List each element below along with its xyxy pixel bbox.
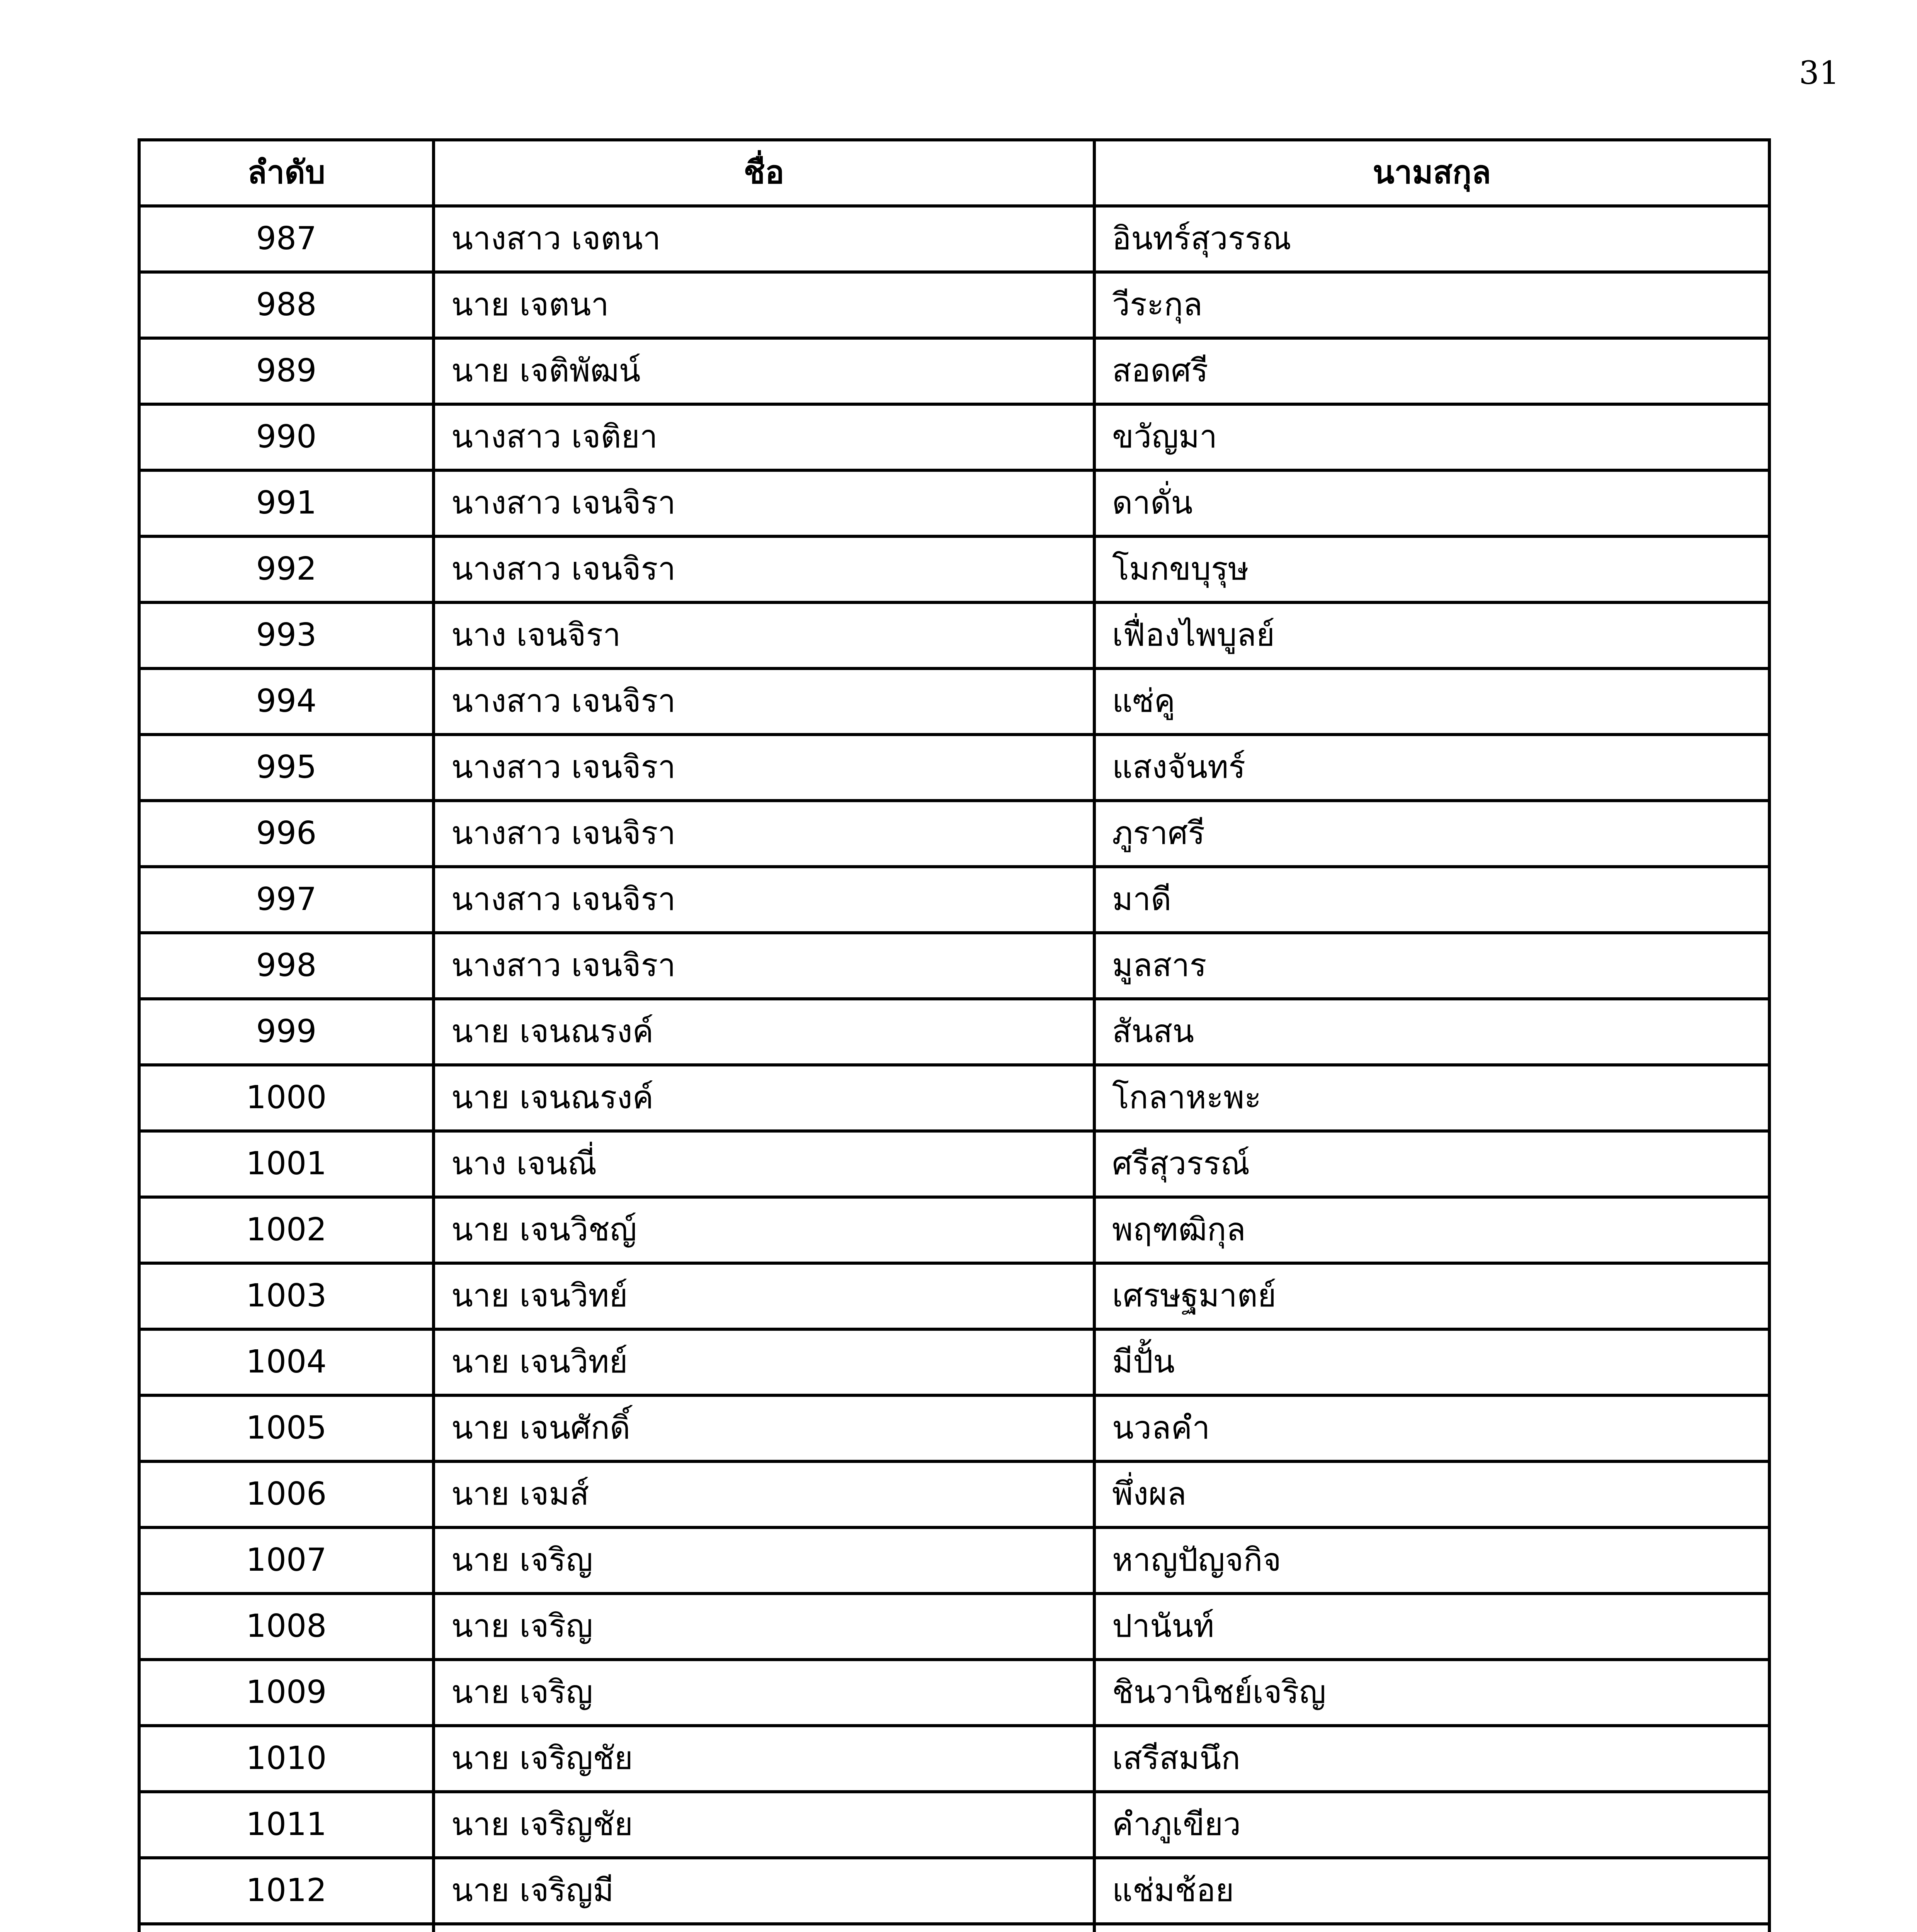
cell-surname: แช่มช้อย <box>1094 1858 1769 1924</box>
cell-order: 993 <box>139 602 434 668</box>
header-order: ลำดับ <box>139 140 434 206</box>
cell-order: 1001 <box>139 1131 434 1197</box>
cell-name: นาย เจติพัฒน์ <box>434 338 1094 404</box>
table-row <box>139 1660 1769 1726</box>
cell-name: นาง เจนณี่ <box>434 1131 1094 1197</box>
cell-surname: สันสน <box>1094 999 1769 1065</box>
cell-surname: อินทร์สุวรรณ <box>1094 206 1769 272</box>
table-row <box>139 272 1769 338</box>
cell-surname: แซ่คู <box>1094 668 1769 735</box>
header-name: ชื่อ <box>434 140 1094 206</box>
cell-order: 989 <box>139 338 434 404</box>
table-row <box>139 1395 1769 1461</box>
cell-order: 994 <box>139 668 434 735</box>
table-row <box>139 1792 1769 1858</box>
cell-surname: ขวัญมา <box>1094 404 1769 470</box>
cell-order: 997 <box>139 867 434 933</box>
cell-order: 1012 <box>139 1858 434 1924</box>
cell-name: นางสาว เจนจิรา <box>434 801 1094 867</box>
cell-surname: นวลคำ <box>1094 1395 1769 1461</box>
cell-name: นาย เจริญ <box>434 1660 1094 1726</box>
cell-name: นาย เจมส์ <box>434 1461 1094 1527</box>
cell-name: นาย เจริญชัย <box>434 1792 1094 1858</box>
cell-order: 1005 <box>139 1395 434 1461</box>
table-row <box>139 1263 1769 1329</box>
cell-surname: เฟื่องไพบูลย์ <box>1094 602 1769 668</box>
cell-order <box>139 1924 434 1932</box>
table-row <box>139 536 1769 602</box>
table-row <box>139 602 1769 668</box>
cell-surname: โมกขบุรุษ <box>1094 536 1769 602</box>
cell-order: 1003 <box>139 1263 434 1329</box>
cell-name: นางสาว เจนจิรา <box>434 933 1094 999</box>
table-row <box>139 999 1769 1065</box>
cell-order: 998 <box>139 933 434 999</box>
cell-name: นาย เจนณรงค์ <box>434 1065 1094 1131</box>
cell-name: นาย เจตนา <box>434 272 1094 338</box>
table-row <box>139 1726 1769 1792</box>
cell-order: 1009 <box>139 1660 434 1726</box>
cell-name <box>434 1924 1094 1932</box>
table-row <box>139 1924 1769 1932</box>
cell-surname: ภูราศรี <box>1094 801 1769 867</box>
table-row <box>139 1527 1769 1594</box>
cell-order: 1011 <box>139 1792 434 1858</box>
cell-name: นาย เจริญชัย <box>434 1726 1094 1792</box>
cell-name: นาย เจนณรงค์ <box>434 999 1094 1065</box>
cell-name: นางสาว เจนจิรา <box>434 735 1094 801</box>
cell-order: 987 <box>139 206 434 272</box>
table-row <box>139 1329 1769 1395</box>
cell-surname: มาดี <box>1094 867 1769 933</box>
cell-name: นางสาว เจนจิรา <box>434 867 1094 933</box>
cell-order: 991 <box>139 470 434 536</box>
roster-table <box>138 138 1771 1932</box>
table-row <box>139 338 1769 404</box>
header-surname: นามสกุล <box>1094 140 1769 206</box>
cell-surname: เศรษฐมาตย์ <box>1094 1263 1769 1329</box>
cell-surname: ชินวานิชย์เจริญ <box>1094 1660 1769 1726</box>
cell-name: นาง เจนจิรา <box>434 602 1094 668</box>
cell-name: นาย เจนวิชญ์ <box>434 1197 1094 1263</box>
cell-surname: คำภูเขียว <box>1094 1792 1769 1858</box>
cell-order: 1004 <box>139 1329 434 1395</box>
cell-name: นาย เจริญมี <box>434 1858 1094 1924</box>
table-body <box>139 206 1769 1932</box>
cell-surname: พึ่งผล <box>1094 1461 1769 1527</box>
cell-surname: แสงจันทร์ <box>1094 735 1769 801</box>
cell-surname: มูลสาร <box>1094 933 1769 999</box>
cell-order: 1007 <box>139 1527 434 1594</box>
table-row <box>139 1461 1769 1527</box>
cell-order: 1000 <box>139 1065 434 1131</box>
table-row <box>139 933 1769 999</box>
cell-order: 1008 <box>139 1594 434 1660</box>
cell-order: 990 <box>139 404 434 470</box>
cell-order: 992 <box>139 536 434 602</box>
cell-name: นางสาว เจนจิรา <box>434 668 1094 735</box>
table-row <box>139 404 1769 470</box>
cell-surname: มีปั้น <box>1094 1329 1769 1395</box>
table-row <box>139 735 1769 801</box>
cell-name: นางสาว เจติยา <box>434 404 1094 470</box>
table-row <box>139 1131 1769 1197</box>
cell-surname: สอดศรี <box>1094 338 1769 404</box>
table-row <box>139 867 1769 933</box>
cell-surname: โกลาหะพะ <box>1094 1065 1769 1131</box>
cell-name: นาย เจริญ <box>434 1527 1094 1594</box>
cell-surname: พฤฑฒิกุล <box>1094 1197 1769 1263</box>
cell-name: นางสาว เจนจิรา <box>434 470 1094 536</box>
cell-order: 1010 <box>139 1726 434 1792</box>
table-row <box>139 1065 1769 1131</box>
cell-surname: หาญปัญจกิจ <box>1094 1527 1769 1594</box>
table-row <box>139 1594 1769 1660</box>
cell-surname: ปานันท์ <box>1094 1594 1769 1660</box>
table-row <box>139 1858 1769 1924</box>
table-row <box>139 206 1769 272</box>
page-number: 31 <box>1799 55 1839 92</box>
cell-surname <box>1094 1924 1769 1932</box>
cell-surname: ศรีสุวรรณ์ <box>1094 1131 1769 1197</box>
table-row <box>139 668 1769 735</box>
cell-order: 988 <box>139 272 434 338</box>
cell-surname: ดาดั่น <box>1094 470 1769 536</box>
cell-order: 995 <box>139 735 434 801</box>
cell-name: นาย เจนวิทย์ <box>434 1263 1094 1329</box>
cell-name: นาย เจนวิทย์ <box>434 1329 1094 1395</box>
cell-name: นาย เจริญ <box>434 1594 1094 1660</box>
cell-surname: เสรีสมนึก <box>1094 1726 1769 1792</box>
cell-name: นางสาว เจตนา <box>434 206 1094 272</box>
cell-order: 1002 <box>139 1197 434 1263</box>
cell-order: 1006 <box>139 1461 434 1527</box>
cell-surname: วีระกุล <box>1094 272 1769 338</box>
table-row <box>139 470 1769 536</box>
table-row <box>139 801 1769 867</box>
table-row <box>139 1197 1769 1263</box>
cell-name: นางสาว เจนจิรา <box>434 536 1094 602</box>
cell-order: 999 <box>139 999 434 1065</box>
table-header-row <box>139 140 1769 206</box>
cell-order: 996 <box>139 801 434 867</box>
cell-name: นาย เจนศักดิ์ <box>434 1395 1094 1461</box>
